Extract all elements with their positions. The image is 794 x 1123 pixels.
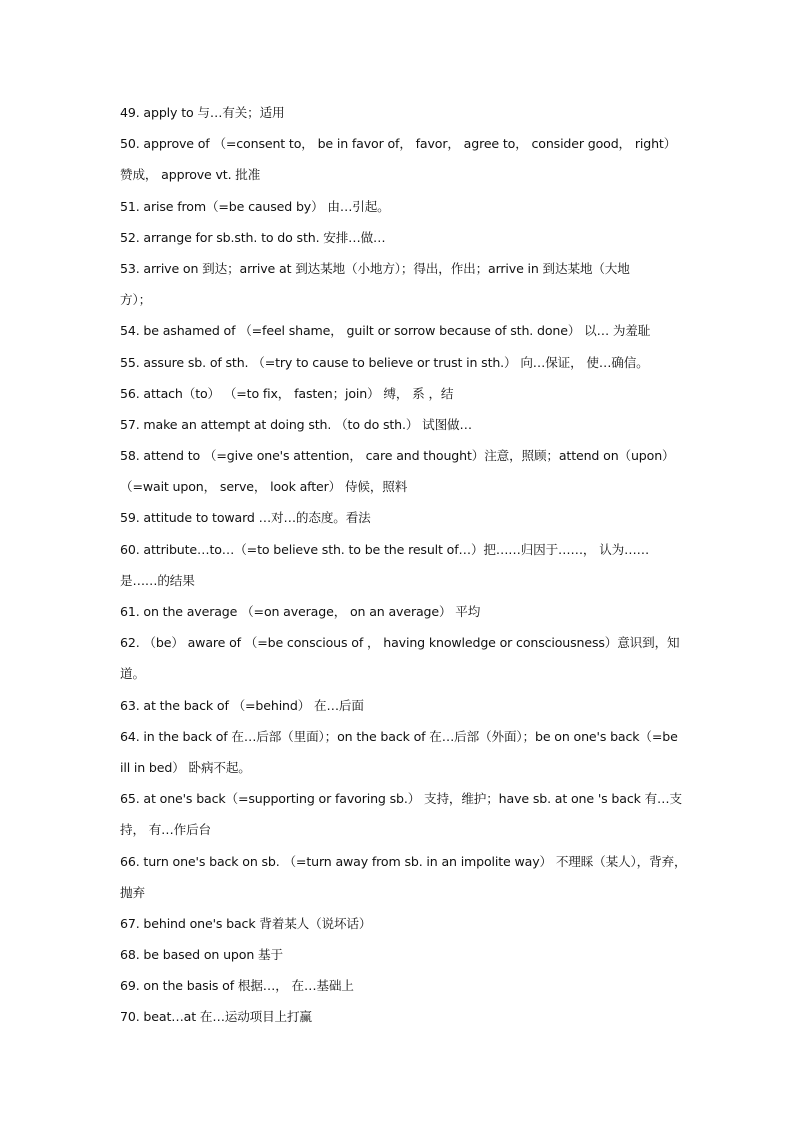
text-line: 64. in the back of 在…后部（里面）；on the back of 在…后部（外面）；be on one's back（=be — [120, 728, 678, 744]
text-line: 51. arise from（=be caused by） 由…引起。 — [120, 198, 390, 214]
text-line: 68. be based on upon 基于 — [120, 947, 283, 963]
text-line: 道。 — [120, 666, 145, 682]
text-line: 49. apply to 与…有关；适用 — [120, 105, 285, 120]
text-line: 69. on the basis of 根据…， 在…基础上 — [120, 978, 354, 994]
text-line: 63. at the back of （=behind） 在…后面 — [120, 697, 364, 713]
text-line: 55. assure sb. of sth. （=try to cause to believe or trust in sth.） 向…保证， 使…确信。 — [120, 354, 649, 370]
text-line: 54. be ashamed of （=feel shame， guilt or sorrow because of sth. done） 以… 为羞耻 — [120, 323, 651, 339]
text-line: 58. attend to （=give one's attention， care and thought）注意，照顾；attend on（upon） — [120, 448, 675, 464]
text-line: 70. beat…at 在…运动项目上打赢 — [120, 1009, 312, 1025]
text-line: 50. approve of （=consent to， be in favor of， favor， agree to， consider good， right） — [120, 136, 677, 152]
text-line: 抛弃 — [120, 884, 145, 900]
text-line: 60. attribute…to…（=to believe sth. to be the result of…）把……归因于……， 认为…… — [120, 541, 650, 557]
text-line: 52. arrange for sb.sth. to do sth. 安排…做… — [120, 229, 386, 245]
text-line: ill in bed） 卧病不起。 — [120, 759, 251, 775]
text-line: 66. turn one's back on sb. （=turn away from sb. in an impolite way） 不理睬（某人），背弃， — [120, 853, 687, 869]
text-line: （=wait upon， serve， look after） 侍候，照料 — [120, 479, 408, 495]
text-line: 方）； — [120, 292, 152, 308]
document-body — [120, 97, 687, 1033]
text-line: 是……的结果 — [120, 572, 195, 588]
text-line: 65. at one's back（=supporting or favoring sb.） 支持，维护；have sb. at one 's back 有…支 — [120, 791, 682, 807]
text-line: 53. arrive on 到达；arrive at 到达某地（小地方）；得出，作出；arrive in 到达某地（大地 — [120, 260, 630, 276]
text-line: 56. attach（to） （=to fix， fasten；join） 缚， 系 ，结 — [120, 385, 454, 401]
text-line: 赞成， approve vt. 批准 — [120, 167, 261, 183]
text-line: 67. behind one's back 背着某人（说坏话） — [120, 915, 372, 931]
text-line: 59. attitude to toward …对…的态度。看法 — [120, 510, 371, 526]
text-line: 61. on the average （=on average， on an average） 平均 — [120, 604, 481, 619]
text-line: 62. （be） aware of （=be conscious of ， having knowledge or consciousness）意识到，知 — [120, 635, 680, 651]
text-line: 持， 有…作后台 — [120, 822, 211, 838]
text-line: 57. make an attempt at doing sth. （to do sth.） 试图做… — [120, 416, 472, 432]
